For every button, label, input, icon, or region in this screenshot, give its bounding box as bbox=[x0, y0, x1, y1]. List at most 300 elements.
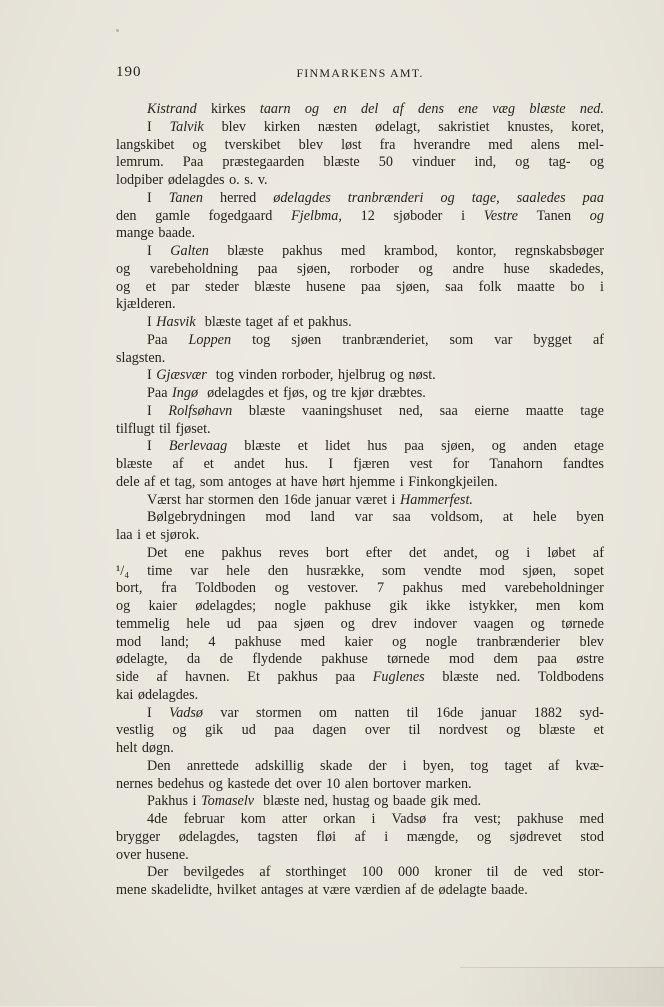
italic-run: ene bbox=[458, 101, 478, 117]
text-line bbox=[116, 172, 604, 190]
word: som bbox=[382, 562, 406, 579]
word: kroner bbox=[434, 864, 472, 881]
word: og bbox=[172, 722, 187, 739]
word: blæste bbox=[323, 154, 360, 171]
word: side bbox=[116, 669, 139, 685]
word: med bbox=[488, 136, 513, 153]
italic-run: en bbox=[333, 101, 347, 117]
word: blev bbox=[221, 118, 246, 135]
word: i bbox=[599, 278, 604, 295]
word: blev bbox=[298, 136, 324, 153]
word: husene bbox=[306, 278, 346, 295]
word: men bbox=[535, 598, 561, 614]
word: i bbox=[391, 491, 396, 508]
word bbox=[147, 101, 197, 119]
word: januar bbox=[315, 491, 351, 508]
word: blæste bbox=[538, 722, 576, 739]
italic-run: Galten bbox=[170, 243, 209, 259]
word: alen bbox=[344, 775, 369, 792]
word: blæste bbox=[227, 243, 264, 259]
word: tørnede bbox=[561, 615, 604, 632]
word: paa bbox=[257, 260, 278, 277]
word: pakhus bbox=[282, 243, 323, 259]
italic-run: og bbox=[440, 189, 455, 206]
word: paa bbox=[360, 278, 381, 295]
word: blæste bbox=[116, 456, 153, 472]
word: andet bbox=[234, 456, 265, 472]
word: tilflugt bbox=[116, 420, 155, 437]
word: etage bbox=[574, 438, 604, 455]
word: 12 bbox=[360, 207, 375, 224]
word: at bbox=[502, 509, 514, 526]
word: koret, bbox=[571, 118, 604, 135]
word: kjør bbox=[350, 385, 374, 401]
word: tag- bbox=[548, 154, 571, 171]
word: 50 bbox=[378, 154, 393, 171]
word: med bbox=[461, 580, 486, 597]
word: atter bbox=[281, 811, 308, 827]
word: nordvest bbox=[438, 722, 488, 739]
text-line bbox=[116, 705, 604, 723]
word: til bbox=[159, 420, 171, 437]
text-line bbox=[116, 669, 604, 687]
italic-run: del bbox=[361, 101, 379, 117]
word: af bbox=[156, 669, 168, 685]
word: fra bbox=[161, 580, 177, 597]
text-line bbox=[116, 651, 604, 669]
word bbox=[169, 438, 227, 456]
word: af bbox=[144, 473, 156, 490]
italic-run: Vestre bbox=[483, 207, 518, 224]
word: baade. bbox=[158, 225, 195, 242]
word: nogle bbox=[425, 633, 458, 650]
word: til bbox=[486, 864, 499, 881]
word: ene bbox=[184, 544, 205, 561]
word: sopet bbox=[574, 562, 604, 579]
word: maatte bbox=[517, 278, 555, 295]
word: vendte bbox=[423, 562, 462, 579]
word: bedehus bbox=[157, 775, 205, 792]
word: alens bbox=[530, 136, 560, 153]
word: det bbox=[409, 544, 427, 561]
word: i bbox=[137, 527, 142, 543]
word: anden bbox=[523, 438, 557, 455]
word: ind, bbox=[474, 154, 497, 171]
word: dele bbox=[116, 473, 140, 490]
word: hustag bbox=[332, 793, 370, 810]
italic-run: paa bbox=[582, 189, 604, 206]
word: saa bbox=[439, 402, 458, 419]
word: vest; bbox=[474, 811, 501, 827]
word: Paa bbox=[182, 154, 204, 171]
word: tre bbox=[331, 385, 347, 401]
text-line bbox=[116, 190, 604, 208]
word: et bbox=[268, 385, 279, 401]
word: lidet bbox=[325, 438, 351, 455]
word: kai bbox=[116, 686, 134, 703]
word: Toldboden bbox=[195, 580, 256, 597]
word: baade. bbox=[491, 882, 528, 898]
page-edge-shadow bbox=[460, 967, 664, 1007]
text-line bbox=[116, 847, 604, 865]
word: sjøen, bbox=[441, 438, 475, 455]
page-header bbox=[116, 64, 604, 86]
word: helt bbox=[116, 740, 138, 756]
word: Paa bbox=[147, 331, 168, 348]
word: et bbox=[593, 722, 604, 739]
word: af bbox=[592, 331, 604, 348]
word: og bbox=[530, 615, 545, 632]
word: og bbox=[340, 615, 355, 632]
word: I bbox=[147, 438, 152, 455]
word: af bbox=[548, 757, 560, 774]
word: af bbox=[592, 544, 604, 561]
text-line bbox=[116, 722, 604, 740]
word: blæste bbox=[248, 402, 286, 419]
word: som bbox=[199, 473, 224, 490]
word: efter bbox=[365, 544, 392, 561]
word: ¹/₄ bbox=[116, 562, 130, 579]
word: I bbox=[147, 118, 152, 135]
word: fjøs, bbox=[283, 385, 308, 401]
word: ud bbox=[241, 722, 256, 739]
word: præstegaarden bbox=[222, 154, 305, 171]
word bbox=[441, 190, 455, 208]
italic-run: Vadsø bbox=[169, 704, 204, 721]
word: af bbox=[405, 882, 417, 898]
italic-run: væg bbox=[492, 101, 516, 117]
word bbox=[305, 101, 319, 119]
word: lemrum. bbox=[116, 154, 164, 171]
word: drev bbox=[371, 615, 397, 632]
word: stormen bbox=[255, 704, 302, 721]
word: den bbox=[258, 491, 279, 508]
word: og bbox=[116, 598, 131, 614]
word: Bølgebrydningen bbox=[147, 509, 246, 526]
word: hjemme bbox=[349, 473, 396, 490]
running-title: FINMARKENS AMT. bbox=[296, 66, 424, 80]
word: fra bbox=[379, 136, 396, 153]
word: af bbox=[354, 828, 366, 845]
text-line bbox=[116, 776, 604, 794]
word: kirkes bbox=[210, 101, 246, 117]
text-line bbox=[116, 492, 604, 510]
word: paa bbox=[257, 615, 278, 632]
page-number: 190 bbox=[116, 64, 142, 80]
word: værdien bbox=[354, 882, 401, 898]
word: hverandre bbox=[413, 136, 471, 153]
text-line bbox=[116, 279, 604, 297]
word: bygget bbox=[533, 331, 572, 348]
word: reves bbox=[278, 544, 309, 561]
italic-run: og bbox=[589, 207, 604, 224]
word: v. bbox=[257, 172, 268, 188]
word: og bbox=[374, 793, 389, 810]
text-line bbox=[116, 261, 604, 279]
word: næsten bbox=[317, 118, 358, 135]
word: et bbox=[293, 314, 304, 330]
italic-run: Hasvik bbox=[156, 314, 196, 330]
word: temmelig bbox=[116, 615, 170, 632]
text-line bbox=[116, 616, 604, 634]
word: hele bbox=[532, 509, 557, 526]
word bbox=[156, 367, 211, 385]
word: baade bbox=[392, 793, 426, 810]
word: af bbox=[172, 456, 184, 472]
word: i bbox=[384, 828, 389, 845]
word: den bbox=[267, 562, 289, 579]
word bbox=[291, 208, 342, 226]
word: i bbox=[371, 811, 376, 827]
word bbox=[458, 101, 478, 119]
word: istykker, bbox=[468, 598, 518, 614]
word: nøst. bbox=[408, 367, 436, 384]
word: bort bbox=[325, 544, 349, 561]
word: regnskabsbøger bbox=[514, 243, 604, 259]
word: blæste bbox=[254, 278, 291, 295]
word: voldsom, bbox=[430, 509, 483, 526]
word: kaier bbox=[148, 598, 177, 614]
word: o. bbox=[229, 172, 240, 188]
italic-run: Rolfsøhavn bbox=[168, 402, 233, 419]
word: kjælderen. bbox=[116, 296, 176, 313]
word: blev bbox=[579, 633, 604, 650]
word: husrække, bbox=[306, 562, 365, 579]
word: flydende bbox=[252, 651, 302, 668]
word: slagsten. bbox=[116, 349, 166, 366]
word: var bbox=[220, 704, 239, 721]
word: over bbox=[116, 846, 142, 863]
word: stormen bbox=[208, 491, 254, 508]
word: ødelagdes bbox=[207, 385, 264, 401]
text-line bbox=[116, 137, 604, 155]
italic-run: Ingø bbox=[172, 385, 199, 401]
word: et bbox=[159, 473, 170, 490]
text-line bbox=[116, 758, 604, 776]
word: ved bbox=[542, 864, 563, 881]
word: til bbox=[406, 704, 419, 721]
word: pakhus bbox=[221, 544, 262, 561]
text-line bbox=[116, 101, 604, 119]
word: tog bbox=[252, 331, 271, 348]
word: med bbox=[300, 633, 326, 650]
word: I bbox=[147, 314, 152, 330]
word: tage bbox=[580, 402, 604, 419]
word: et bbox=[145, 527, 156, 543]
word: s. bbox=[244, 172, 254, 188]
word: marken. bbox=[425, 775, 472, 792]
text-line bbox=[116, 421, 604, 439]
word: knustes, bbox=[507, 118, 554, 135]
word bbox=[260, 101, 291, 119]
word bbox=[373, 669, 425, 687]
word: natten bbox=[354, 704, 390, 721]
word: bo bbox=[570, 278, 585, 295]
word: og bbox=[192, 136, 207, 153]
word bbox=[590, 208, 604, 226]
word: sjøen, bbox=[297, 260, 331, 277]
text-line bbox=[116, 474, 604, 492]
word: fra bbox=[442, 811, 459, 827]
word: døgn. bbox=[141, 740, 174, 756]
word: af bbox=[259, 864, 271, 881]
word: et bbox=[203, 456, 214, 472]
word: tranbrænderier bbox=[476, 633, 561, 650]
word: mod bbox=[116, 633, 142, 650]
word bbox=[484, 208, 518, 226]
word: blæste bbox=[442, 669, 479, 685]
word: i bbox=[399, 473, 404, 490]
word: krambod, bbox=[383, 243, 438, 259]
word: saa bbox=[445, 278, 464, 295]
word: mene bbox=[116, 882, 147, 898]
text-line bbox=[116, 527, 604, 545]
word: vinden bbox=[238, 367, 278, 384]
word: 7 bbox=[376, 580, 385, 597]
word bbox=[472, 190, 500, 208]
word: gik bbox=[430, 793, 449, 810]
text-line bbox=[116, 119, 604, 137]
word: ikke bbox=[425, 598, 451, 614]
text-line bbox=[116, 740, 604, 758]
word: februar bbox=[183, 811, 225, 827]
word: I bbox=[147, 402, 152, 419]
text-line bbox=[116, 580, 604, 598]
word: og bbox=[208, 775, 223, 792]
text-line bbox=[116, 154, 604, 172]
word: med bbox=[340, 243, 366, 259]
italic-run: Berlevaag bbox=[168, 438, 228, 455]
word: sjøen, bbox=[522, 562, 557, 579]
word: Der bbox=[147, 864, 169, 881]
word: østre bbox=[576, 651, 604, 668]
word: da bbox=[186, 651, 201, 668]
word: tørnede bbox=[387, 651, 430, 668]
word: der bbox=[368, 757, 387, 774]
italic-run: Gjæsvær bbox=[156, 367, 207, 384]
word: bevilgedes bbox=[183, 864, 245, 881]
italic-run: ned. bbox=[579, 101, 604, 117]
word bbox=[400, 492, 477, 510]
italic-run: tage, bbox=[471, 189, 500, 206]
word: 000 bbox=[398, 864, 420, 881]
word: andet, bbox=[443, 544, 478, 561]
word: huse bbox=[503, 260, 530, 277]
word: kom bbox=[578, 598, 604, 614]
text-line bbox=[116, 509, 604, 527]
word: tagsten bbox=[257, 828, 298, 845]
word: de bbox=[420, 882, 435, 898]
word: ud bbox=[226, 615, 241, 632]
text-line bbox=[116, 403, 604, 421]
word: og bbox=[515, 154, 530, 171]
word: og bbox=[389, 367, 404, 384]
word: 10 bbox=[326, 775, 341, 792]
word: tag, bbox=[174, 473, 196, 490]
word bbox=[156, 314, 200, 332]
word: 100 bbox=[361, 864, 383, 881]
word: mod bbox=[448, 651, 475, 668]
word: med bbox=[579, 811, 604, 827]
word: maatte bbox=[525, 402, 564, 419]
word: gamle bbox=[155, 207, 190, 224]
word: været bbox=[355, 491, 388, 508]
word: 4de bbox=[147, 811, 168, 827]
word: ødelagte bbox=[438, 882, 487, 898]
word: og bbox=[494, 544, 510, 561]
word: vinduer bbox=[412, 154, 456, 171]
word: over bbox=[296, 775, 322, 792]
text-line bbox=[116, 598, 604, 616]
word: og bbox=[589, 154, 604, 171]
word: løbet bbox=[547, 544, 576, 561]
word: at bbox=[276, 473, 287, 490]
word: paa bbox=[274, 722, 294, 739]
word: blæste bbox=[263, 793, 300, 810]
word bbox=[169, 190, 203, 208]
text-line bbox=[116, 296, 604, 314]
word: dagen bbox=[312, 722, 347, 739]
word: ned, bbox=[303, 793, 328, 810]
word: Toldbodens bbox=[537, 669, 604, 685]
word bbox=[201, 793, 259, 811]
word: skade bbox=[320, 757, 353, 774]
word: de bbox=[513, 864, 528, 881]
word: pakhuse bbox=[324, 598, 371, 614]
word: og bbox=[491, 438, 506, 455]
word: hjelbrug bbox=[337, 367, 386, 384]
word: og bbox=[392, 633, 407, 650]
word: af bbox=[277, 314, 289, 330]
text-line bbox=[116, 208, 604, 226]
word: steder bbox=[204, 278, 239, 295]
word: i bbox=[402, 757, 407, 774]
word: varebeholdning bbox=[149, 260, 239, 277]
word: ødelagdes bbox=[167, 172, 225, 188]
italic-run: og bbox=[304, 101, 320, 117]
word: byen bbox=[576, 509, 604, 526]
word: orkan bbox=[323, 811, 356, 827]
word: taget bbox=[245, 314, 274, 330]
italic-run: Tanen bbox=[168, 189, 203, 206]
word: ned. bbox=[496, 669, 521, 685]
word: byen, bbox=[422, 757, 455, 774]
word: blæste bbox=[244, 438, 281, 455]
word: nogle bbox=[274, 598, 307, 614]
word: pakhuse bbox=[516, 811, 564, 827]
word: med. bbox=[453, 793, 482, 810]
text-line bbox=[116, 793, 604, 811]
body-text bbox=[116, 101, 604, 900]
word: stod bbox=[580, 828, 604, 845]
word: lodpiber bbox=[116, 172, 164, 188]
italic-run: taarn bbox=[259, 101, 291, 117]
word: husene. bbox=[145, 846, 189, 863]
text-line bbox=[116, 243, 604, 261]
word bbox=[492, 101, 515, 119]
word: antoges bbox=[228, 473, 272, 490]
word: stor- bbox=[578, 864, 604, 881]
word: skadelidte, bbox=[151, 882, 213, 898]
word: tog bbox=[215, 367, 234, 384]
word: pakhus bbox=[402, 580, 443, 597]
word: brygger bbox=[116, 828, 161, 845]
word: Et bbox=[247, 669, 260, 685]
word: og bbox=[116, 260, 131, 277]
word: Tanen bbox=[536, 207, 572, 224]
word: fjæren bbox=[353, 456, 390, 472]
word: laa bbox=[116, 527, 133, 543]
